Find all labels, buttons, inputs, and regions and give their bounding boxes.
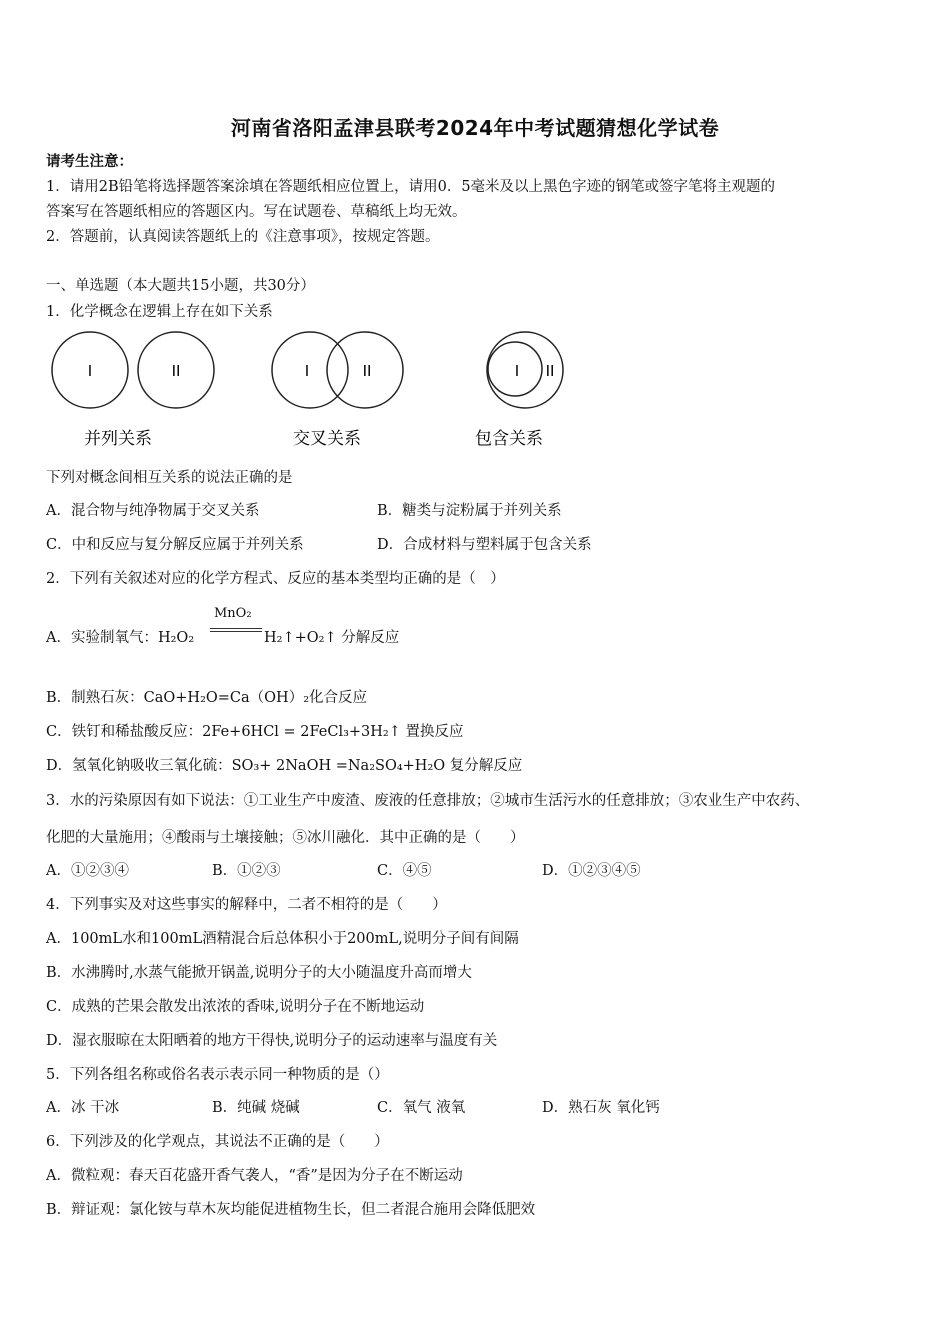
q4-option-a: A．100mL水和100mL酒精混合后总体积小于200mL,说明分子间有间隔: [46, 931, 519, 947]
parallel-roman-2: II: [171, 362, 181, 380]
page-title: 河南省洛阳孟津县联考2024年中考试题猜想化学试卷: [230, 116, 720, 140]
q4-stem: 4．下列事实及对这些事实的解释中，二者不相符的是（ ）: [46, 897, 447, 913]
q3-option-b: B．①②③: [212, 863, 281, 879]
q6-option-a: A．微粒观：春天百花盛开香气袭人，“香”是因为分子在不断运动: [46, 1168, 463, 1184]
q5-option-d: D．熟石灰 氧化钙: [542, 1100, 660, 1116]
q4-option-d: D．湿衣服晾在太阳晒着的地方干得快,说明分子的运动速率与温度有关: [46, 1033, 498, 1049]
contain-roman-1: I: [514, 362, 520, 380]
q5-option-a: A．冰 干冰: [46, 1100, 120, 1116]
section-heading: 一、单选题（本大题共15小题，共30分）: [46, 278, 315, 294]
q1-option-c: C．中和反应与复分解反应属于并列关系: [46, 537, 304, 553]
label-contain: 包含关系: [475, 429, 543, 449]
cross-circle-1: [272, 332, 348, 408]
q4-option-b: B．水沸腾时,水蒸气能掀开锅盖,说明分子的大小随温度升高而增大: [46, 965, 472, 981]
notice-line-1: 1．请用2B铅笔将选择题答案涂填在答题纸相应位置上，请用0．5毫米及以上黑色字迹的钢笔或签字笔将主观题的: [46, 179, 776, 195]
q6-stem: 6．下列涉及的化学观点，其说法不正确的是（ ）: [46, 1134, 389, 1150]
parallel-relation-figure: [52, 332, 214, 408]
q2-stem: 2．下列有关叙述对应的化学方程式、反应的基本类型均正确的是（ ）: [46, 571, 505, 587]
q3-option-d: D．①②③④⑤: [542, 863, 641, 879]
q2-option-b: B．制熟石灰：CaO+H₂O=Ca（OH）₂化合反应: [46, 690, 368, 706]
q1-sub-stem: 下列对概念间相互关系的说法正确的是: [46, 470, 293, 486]
q1-option-a: A．混合物与纯净物属于交叉关系: [46, 503, 260, 519]
notice-line-2: 答案写在答题纸相应的答题区内。写在试题卷、草稿纸上均无效。: [46, 204, 467, 220]
q5-option-b: B．纯碱 烧碱: [212, 1100, 300, 1116]
concept-relation-diagram: [40, 328, 600, 458]
q1-option-d: D．合成材料与塑料属于包含关系: [377, 537, 592, 553]
q5-option-c: C．氧气 液氧: [377, 1100, 466, 1116]
contain-roman-2: II: [545, 362, 555, 380]
label-parallel: 并列关系: [84, 429, 152, 449]
q1-option-b: B．糖类与淀粉属于并列关系: [377, 503, 562, 519]
q5-stem: 5．下列各组名称或俗名表示表示同一种物质的是（）: [46, 1067, 389, 1083]
q1-stem: 1．化学概念在逻辑上存在如下关系: [46, 304, 273, 320]
q3-stem-line-1: 3．水的污染原因有如下说法：①工业生产中废渣、废液的任意排放；②城市生活污水的任意排放；③农业生产中农药、: [46, 793, 810, 809]
label-cross: 交叉关系: [293, 429, 361, 449]
notice-heading: 请考生注意：: [46, 153, 133, 170]
catalyst-equals-sign: [210, 606, 270, 640]
catalyst-label: MnO₂: [214, 606, 252, 621]
q3-stem-line-2: 化肥的大量施用；④酸雨与土壤接触；⑤冰川融化．其中正确的是（ ）: [46, 830, 525, 846]
q3-option-c: C．④⑤: [377, 863, 432, 879]
notice-line-3: 2．答题前，认真阅读答题纸上的《注意事项》，按规定答题。: [46, 229, 440, 245]
cross-roman-1: I: [304, 362, 310, 380]
q3-option-a: A．①②③④: [46, 863, 129, 879]
q2-option-c: C．铁钉和稀盐酸反应：2Fe+6HCl = 2FeCl₃+3H₂↑ 置换反应: [46, 724, 464, 740]
q2-option-d: D．氢氧化钠吸收三氧化硫：SO₃+ 2NaOH =Na₂SO₄+H₂O 复分解反应: [46, 758, 523, 774]
parallel-roman-1: I: [87, 362, 93, 380]
q4-option-c: C．成熟的芒果会散发出浓浓的香味,说明分子在不断地运动: [46, 999, 425, 1015]
q2-option-a-prefix: A．实验制氧气：H₂O₂: [46, 630, 195, 646]
cross-roman-2: II: [362, 362, 372, 380]
q6-option-b: B．辩证观：氯化铵与草木灰均能促进植物生长，但二者混合施用会降低肥效: [46, 1202, 536, 1218]
cross-relation-figure: [272, 332, 403, 408]
q2-option-a-suffix: H₂↑+O₂↑ 分解反应: [264, 630, 400, 646]
